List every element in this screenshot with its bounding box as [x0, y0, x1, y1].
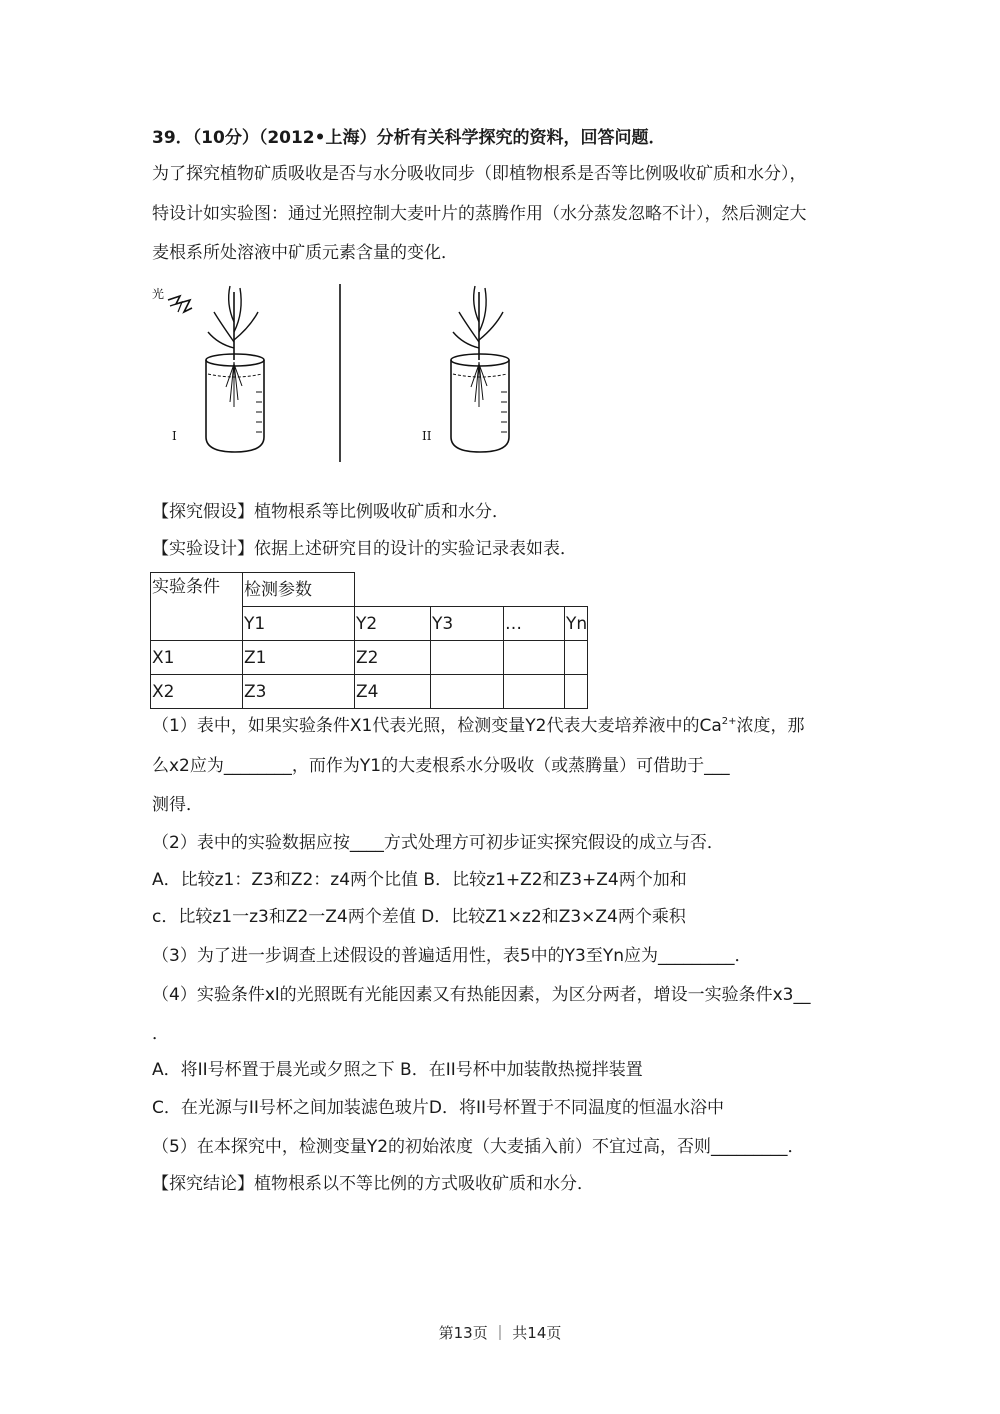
q1-line-2: 么x2应为________，而作为Y1的大麦根系水分吸收（或蒸腾量）可借助于___ [152, 756, 730, 776]
q2-options-ab: A．比较z1：Z3和Z2：z4两个比值 B．比较z1+Z2和Z3+Z4两个加和 [152, 870, 687, 890]
hypothesis: 【探究假设】植物根系等比例吸收矿质和水分． [152, 502, 509, 522]
header-empty [355, 573, 588, 607]
q1-line-1 [152, 714, 805, 738]
q4-options-cd: C．在光源与II号杯之间加装滤色玻片D．将II号杯置于不同温度的恒温水浴中 [152, 1098, 725, 1118]
cup-1 [206, 286, 264, 452]
intro-line-2: 特设计如实验图：通过光照控制大麦叶片的蒸腾作用（水分蒸发忽略不计），然后测定大 [152, 204, 807, 224]
page-total: 共14页 [512, 1324, 562, 1342]
col-y3: Y3 [431, 607, 504, 641]
q4-dot: ． [152, 1024, 169, 1044]
q1-line-1-b: 浓度，那 [736, 716, 805, 736]
table-row [151, 573, 588, 607]
light-label: 光 [152, 287, 165, 301]
cell-empty [431, 675, 504, 709]
intro-line-1: 为了探究植物矿质吸收是否与水分吸收同步（即植物根系是否等比例吸收矿质和水分）， [152, 164, 807, 184]
cell-empty [565, 675, 588, 709]
cell-z1: Z1 [243, 641, 355, 675]
row-label-x2: X2 [151, 675, 243, 709]
conclusion: 【探究结论】植物根系以不等比例的方式吸收矿质和水分． [152, 1174, 594, 1194]
q3-stem: （3）为了进一步调查上述假设的普遍适用性，表5中的Y3至Yn应为_________． [152, 946, 752, 966]
page-footer [0, 1322, 1000, 1343]
question-title: 39．（10分）（2012•上海）分析有关科学探究的资料，回答问题． [152, 128, 666, 148]
q1-line-1-a: （1）表中，如果实验条件X1代表光照，检测变量Y2代表大麦培养液中的Ca [152, 716, 722, 736]
page-number: 第13页 [438, 1324, 488, 1342]
experiment-figure [150, 282, 600, 467]
header-condition: 实验条件 [151, 573, 243, 641]
cup-2 [451, 286, 509, 452]
light-bolt-icon [168, 296, 192, 312]
ca-superscript: 2+ [721, 716, 737, 727]
cup-1-label: I [172, 429, 177, 443]
footer-separator: ｜ [492, 1324, 508, 1342]
intro-line-3: 麦根系所处溶液中矿质元素含量的变化． [152, 243, 458, 263]
q5-stem: （5）在本探究中，检测变量Y2的初始浓度（大麦插入前）不宜过高，否则_________． [152, 1137, 805, 1157]
cell-z3: Z3 [243, 675, 355, 709]
q4-stem: （4）实验条件xl的光照既有光能因素又有热能因素，为区分两者，增设一实验条件x3__ [152, 985, 811, 1005]
experiment-table [150, 572, 588, 709]
col-y1: Y1 [243, 607, 355, 641]
col-y2: Y2 [355, 607, 431, 641]
row-label-x1: X1 [151, 641, 243, 675]
q2-options-cd: c．比较z1一z3和Z2一Z4两个差值 D．比较Z1×z2和Z3×Z4两个乘积 [152, 907, 686, 927]
cell-empty [504, 641, 565, 675]
col-yn: Yn [565, 607, 588, 641]
table-row [151, 675, 588, 709]
experiment-illustration [150, 282, 600, 467]
q4-options-ab: A．将II号杯置于晨光或夕照之下 B．在II号杯中加装散热搅拌装置 [152, 1060, 643, 1080]
header-params: 检测参数 [243, 573, 355, 607]
cell-z4: Z4 [355, 675, 431, 709]
cell-empty [504, 675, 565, 709]
table-row [151, 641, 588, 675]
cell-empty [431, 641, 504, 675]
cell-empty [565, 641, 588, 675]
cell-z2: Z2 [355, 641, 431, 675]
design: 【实验设计】依据上述研究目的设计的实验记录表如表． [152, 539, 577, 559]
q2-stem: （2）表中的实验数据应按____方式处理方可初步证实探究假设的成立与否． [152, 833, 724, 853]
q1-line-3: 测得． [152, 795, 203, 815]
col-ellipsis: … [504, 607, 565, 641]
cup-2-label: II [422, 429, 432, 443]
